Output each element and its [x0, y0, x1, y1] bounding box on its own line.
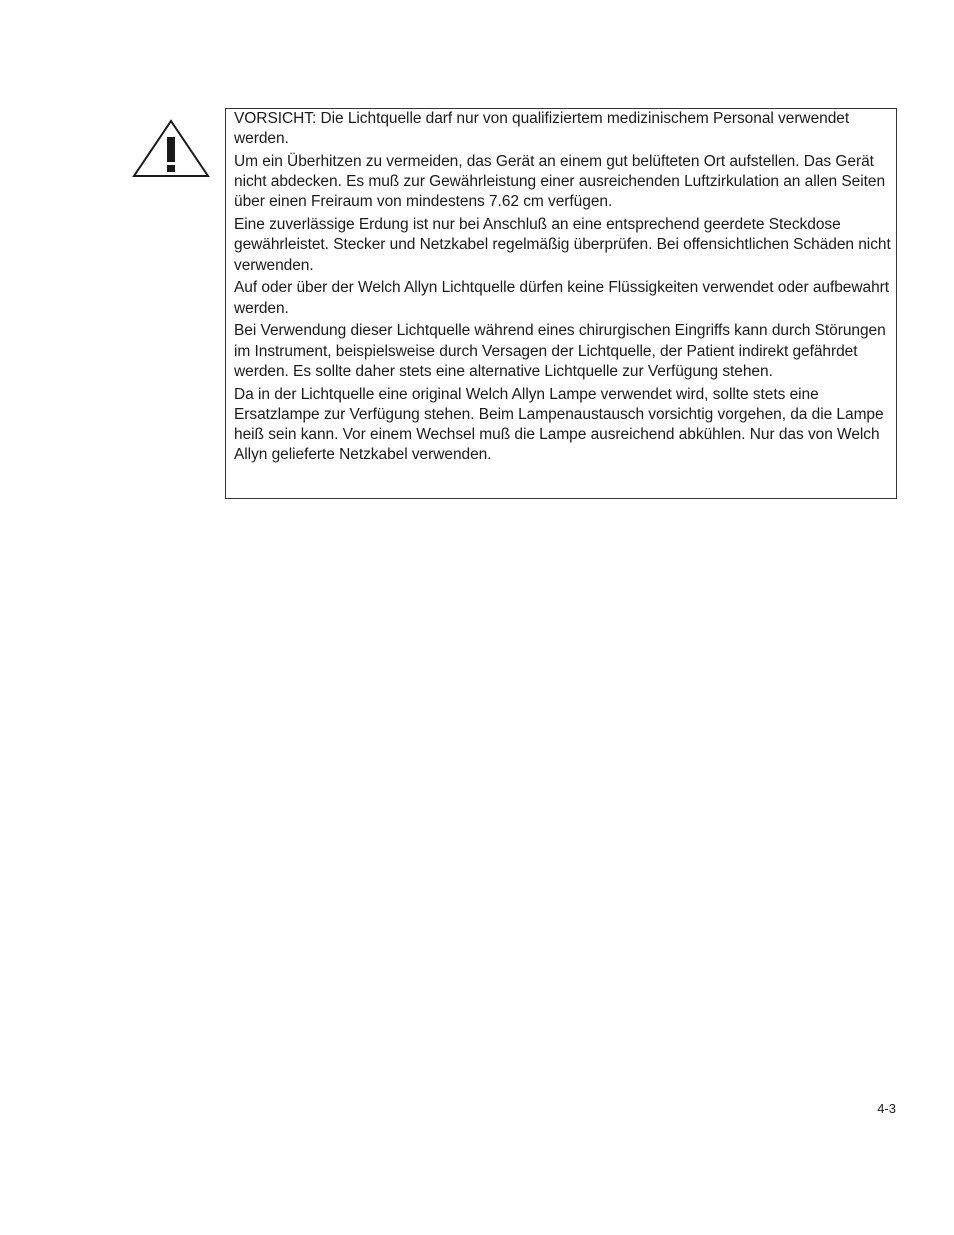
page-number: 4-3 [877, 1101, 896, 1116]
caution-paragraph-1: VORSICHT: Die Lichtquelle darf nur von qualifiziertem medizinischem Personal verwendet werden. [234, 110, 850, 148]
caution-paragraph-3: Eine zuverlässige Erdung ist nur bei Anschluß an eine entsprechend geerdete Steckdose gewährleistet. Stecker und Netzkabel regelmäßig überprüfen. Bei offensichtlichen Schäden nicht verwenden. [234, 216, 891, 274]
caution-paragraph-2: Um ein Überhitzen zu vermeiden, das Gerät an einem gut belüfteten Ort aufstellen. Das Gerät nicht abdecken. Es muß zur Gewährleistung einer ausreichenden Luftzirkulation an allen Seiten über einen Freiraum von mindestens 7.62 cm verfügen. [234, 153, 886, 211]
caution-box [225, 108, 897, 499]
caution-paragraph-5: Bei Verwendung dieser Lichtquelle während eines chirurgischen Eingriffs kann durch Störungen im Instrument, beispielsweise durch Versagen der Lichtquelle, der Patient indirekt gefährdet werden. Es sollte daher stets eine alternative Lichtquelle zur Verfügung stehen. [234, 322, 886, 380]
warning-triangle-icon [130, 118, 212, 182]
caution-paragraph-4: Auf oder über der Welch Allyn Lichtquelle dürfen keine Flüssigkeiten verwendet oder aufbewahrt werden. [234, 279, 890, 317]
caution-paragraph-6: Da in der Lichtquelle eine original Welch Allyn Lampe verwendet wird, sollte stets eine Ersatzlampe zur Verfügung stehen. Beim Lampenaustausch vorsichtig vorgehen, da die Lampe heiß sein kann. Vor einem Wechsel muß die Lampe ausreichend abkühlen. Nur das von Welch Allyn gelieferte Netzkabel verwenden. [234, 385, 884, 464]
